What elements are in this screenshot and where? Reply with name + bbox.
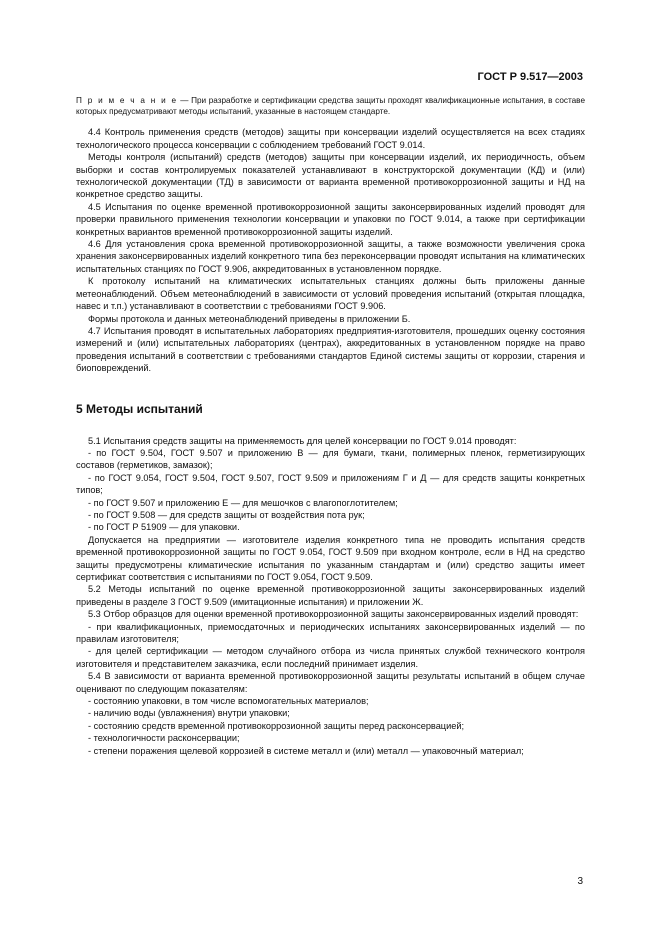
paragraph: 5.1 Испытания средств защиты на применяемость для целей консервации по ГОСТ 9.014 проводят: [88,435,517,446]
note [76,95,585,117]
list-item: - для целей сертификации — методом случайного отбора из числа принятых службой технического контроля изготовителя и представителем заказчика, если последний принимает изделия. [76,646,585,669]
list-item: - при квалификационных, приемосдаточных и периодических испытаниях законсервированных изделий — по правилам изготовителя; [76,621,585,645]
paragraph: 4.6 Для установления срока временной противокоррозионной защиты, а также возможности увеличения срока хранения законсервированных изделий конкретного типа без переконсервации проводят испытания на климатических испытательных станциях по ГОСТ 9.906, аккредитованных в установленном порядке. [76,239,585,274]
paragraph: 5.3 Отбор образцов для оценки временной противокоррозионной защиты законсервированных изделий проводят: [88,609,579,620]
section-5-paragraphs [76,435,585,758]
paragraph: 5.4 В зависимости от варианта временной противокоррозионной защиты результаты испытаний в общем случае оценивают по следующим показателям: [76,671,585,694]
list-item: - технологичности расконсервации; [88,733,240,744]
page-content [76,95,585,757]
list-item: - по ГОСТ 9.504, ГОСТ 9.507 и приложению В — для бумаги, ткани, полимерных пленок, герметизирующих составов (герметиков, замазок); [76,447,585,471]
section-4-paragraphs [76,126,585,374]
note-label: П р и м е ч а н и е [76,96,178,105]
paragraph: 4.5 Испытания по оценке временной противокоррозионной защиты законсервированных изделий проводят для проверки правильного применения технологии консервации и упаковки по ГОСТ 9.014, а также при сертификации конкретных вариантов временной противокоррозионной защиты изделий. [76,201,585,237]
list-item: - наличию воды (увлажнения) внутри упаковки; [88,708,290,719]
list-item: - состоянию упаковки, в том числе вспомогательных материалов; [88,696,369,707]
note-text: — При разработке и сертификации средства защиты проходят квалификационные испытания, в составе которых предусматривают методы испытаний, указанные в настоящем стандарте. [76,96,585,117]
paragraph: Формы протокола и данных метеонаблюдений приведены в приложении Б. [88,313,411,324]
list-item: - по ГОСТ 9.508 — для средств защиты от воздействия пота рук; [88,509,365,520]
list-item: - состоянию средств временной противокоррозионной защиты перед расконсервацией; [88,720,465,731]
paragraph: 4.7 Испытания проводят в испытательных лабораториях предприятия-изготовителя, прошедших оценку состояния измерений и (или) испытательных лабораториях (центрах), аккредитованных в установленном порядке на право проведения испытаний в соответствии с требованиями стандартов Единой системы защиты от коррозии, старения и биоповреждений. [76,325,585,374]
list-item: - по ГОСТ 9.507 и приложению Е — для мешочков с влагопоглотителем; [88,497,398,508]
section-title: 5 Методы испытаний [76,401,203,416]
list-item: - по ГОСТ Р 51909 — для упаковки. [88,522,240,533]
paragraph: Допускается на предприятии — изготовителе изделия конкретного типа не проводить испытания средств временной противокоррозионной защиты по ГОСТ 9.054, ГОСТ 9.509 при входном контроле, если в НД на средство защиты предусмотрены климатические испытания по указанным стандартам и (или) средство защиты имеет сертификат соответствия с испытаниями по ГОСТ 9.054, ГОСТ 9.509. [76,534,585,582]
paragraph: К протоколу испытаний на климатических испытательных станциях должны быть приложены данные метеонаблюдений. Объем метеонаблюдений в зависимости от условий проведения испытаний (открытая площадка, навес и т.п.) устанавливают в соответствии с требованиями ГОСТ 9.906. [76,276,585,312]
page-number: 3 [577,876,583,887]
list-item: - степени поражения щелевой коррозией в системе металл и (или) металл — упаковочный материал; [88,745,524,756]
document-header: ГОСТ Р 9.517—2003 [477,71,583,83]
list-item: - по ГОСТ 9.054, ГОСТ 9.504, ГОСТ 9.507, ГОСТ 9.509 и приложениям Г и Д — для средств защиты конкретных типов; [76,472,585,496]
paragraph: 5.2 Методы испытаний по оценке временной противокоррозионной защиты законсервированных изделий приведены в разделе 3 ГОСТ 9.509 (имитационные испытания) и приложении Ж. [76,584,585,607]
paragraph: 4.4 Контроль применения средств (методов) защиты при консервации изделий осуществляется на всех стадиях технологического процесса консервации с соблюдением требований ГОСТ 9.014. [76,127,585,150]
paragraph: Методы контроля (испытаний) средств (методов) защиты при консервации изделий, их периодичность, объем выборки и состав контролируемых показателей устанавливают в конструкторской документации (КД) и (или) технологической документации (ТД) в зависимости от варианта временной противокоррозионной защиты и НД на конкретное средство защиты. [76,152,585,200]
